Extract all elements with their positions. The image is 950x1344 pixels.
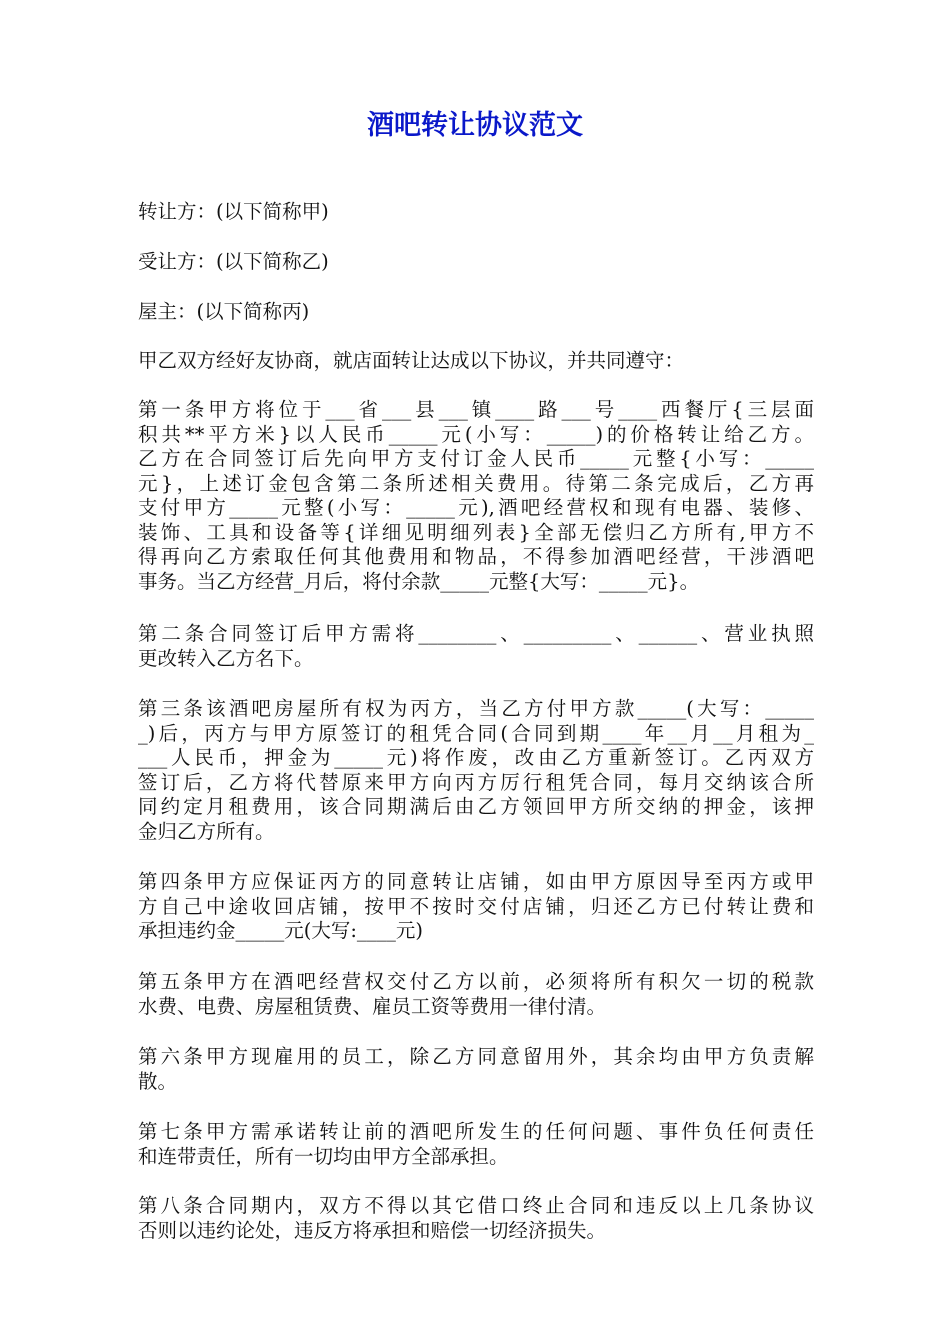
text-line: 更改转入乙方名下。 [138, 646, 314, 670]
text-line: 第五条甲方在酒吧经营权交付乙方以前，必须将所有积欠一切的税款 [138, 970, 814, 993]
text-line: 方自己中途收回店铺，按甲不按时交付店铺，归还乙方已付转让费和 [138, 894, 814, 918]
text-line: 同约定月租费用，该合同期满后由乙方领回甲方所交纳的押金，该押 [138, 795, 814, 818]
text-line: 第八条合同期内，双方不得以其它借口终止合同和违反以上几条协议 [138, 1194, 814, 1217]
text-line: 否则以违约论处，违反方将承担和赔偿一切经济损失。 [138, 1218, 607, 1242]
party-transferor [138, 200, 814, 225]
article-5 [138, 970, 814, 1019]
preamble [138, 349, 814, 374]
text-line: 第一条甲方将位于___省___县___镇____路___号____西餐厅{三层面 [138, 398, 814, 421]
text-line: 水费、电费、房屋租赁费、雇员工资等费用一律付清。 [138, 994, 607, 1018]
article-8 [138, 1194, 814, 1243]
party-landlord [138, 300, 814, 325]
text-line: 甲乙双方经好友协商，就店面转让达成以下协议，并共同遵守： [138, 349, 685, 372]
text-line: 受让方：(以下简称乙) [138, 250, 329, 273]
text-line: 承担违约金_____元(大写:____元) [138, 919, 424, 942]
article-6 [138, 1045, 814, 1094]
article-4 [138, 870, 814, 944]
text-line: 乙方在合同签订后先向甲方支付订金人民币_____元整{小写：_____ [138, 447, 814, 470]
text-line: 第三条该酒吧房屋所有权为丙方，当乙方付甲方款_____(大写：_____ [138, 697, 814, 720]
text-line: 金归乙方所有。 [138, 819, 275, 843]
article-2 [138, 622, 814, 671]
article-7 [138, 1120, 814, 1169]
text-line: 第四条甲方应保证丙方的同意转让店铺，如由甲方原因导至丙方或甲 [138, 870, 814, 893]
text-line: 第六条甲方现雇用的员工，除乙方同意留用外，其余均由甲方负责解 [138, 1045, 814, 1068]
text-line: 事务。当乙方经营_月后，将付余款_____元整{大写：_____元}。 [138, 569, 700, 593]
text-line: 散。 [138, 1069, 178, 1093]
text-line: 得再向乙方索取任何其他费用和物品，不得参加酒吧经营，干涉酒吧 [138, 545, 814, 568]
text-line: 积共**平方米}以人民币_____元(小写：_____)的价格转让给乙方。 [138, 422, 814, 446]
text-line: _)后，丙方与甲方原签订的租凭合同(合同到期____年__月__月租为_ [138, 721, 814, 745]
text-line: 第二条合同签订后甲方需将________、_________、______、营业执照 [138, 622, 814, 645]
party-transferee [138, 250, 814, 275]
text-line: 和连带责任，所有一切均由甲方全部承担。 [138, 1144, 509, 1168]
text-line: 签订后，乙方将代替原来甲方向丙方厉行租凭合同，每月交纳该合所 [138, 770, 814, 794]
article-3 [138, 697, 814, 844]
text-line: 第七条甲方需承诺转让前的酒吧所发生的任何问题、事件负任何责任 [138, 1120, 814, 1143]
text-line: 屋主：(以下简称丙) [138, 300, 310, 323]
article-1 [138, 398, 814, 594]
text-line: ___人民币，押金为_____元)将作废，改由乙方重新签订。乙丙双方 [138, 746, 814, 769]
document-title: 酒吧转让协议范文 [367, 110, 583, 141]
text-line: 转让方：(以下简称甲) [138, 200, 329, 223]
text-line: 支付甲方_____元整(小写：_____元),酒吧经营权和现有电器、装修、 [138, 496, 814, 519]
text-line: 元}，上述订金包含第二条所述相关费用。待第二条完成后，乙方再 [138, 471, 814, 495]
text-line: 装饰、工具和设备等{详细见明细列表}全部无偿归乙方所有,甲方不 [138, 520, 814, 544]
